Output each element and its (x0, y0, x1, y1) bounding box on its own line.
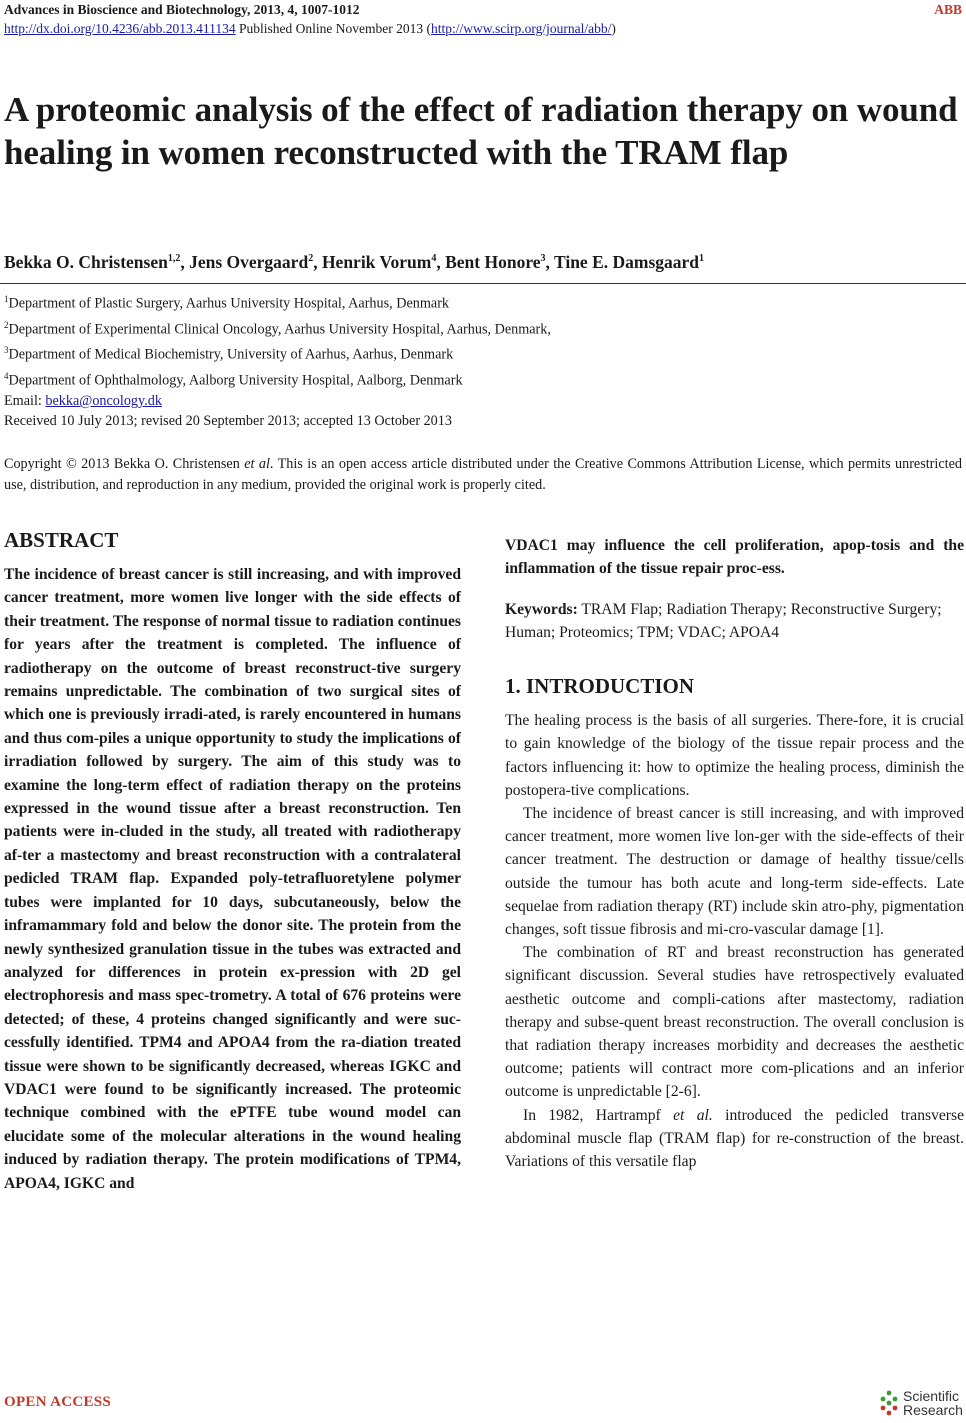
abstract-text-continued: VDAC1 may influence the cell proliferation, apop-tosis and the inflammation of the tissue repair proc-ess. (505, 537, 964, 578)
right-column (505, 534, 964, 1173)
author-list (4, 252, 962, 273)
author: Bekka O. Christensen$^{1,2}$, (4, 252, 190, 272)
journal-abbreviation: ABB (934, 2, 962, 17)
author: Bent Honore$^3$, (445, 252, 554, 272)
journal-header (4, 0, 962, 38)
published-note: Published Online November 2013 ( (235, 21, 431, 36)
paragraph: The healing process is the basis of all surgeries. There-fore, it is crucial to gain knowledge of the biology of the tissue repair process and the factors influencing it: how to optimize the healing process, diminish the postopera-tive complications. (505, 712, 964, 799)
author: Henrik Vorum$^4$, (321, 252, 446, 272)
article-title: A proteomic analysis of the effect of radiation therapy on wound healing in women reconstructed with the TRAM flap (4, 90, 958, 172)
affiliations (4, 289, 551, 412)
journal-citation: Advances in Bioscience and Biotechnology, 2013, 4, 1007-1012 (4, 2, 360, 17)
header-divider (0, 283, 966, 284)
abstract-heading: ABSTRACT (4, 528, 119, 552)
affiliation: $^4$Department of Ophthalmology, Aalborg University Hospital, Aalborg, Denmark (4, 370, 463, 389)
scientific-research-logo-icon (878, 1390, 900, 1416)
open-access-label: OPEN ACCESS (4, 1394, 112, 1410)
email-line: Email: bekka@oncology.dk (4, 393, 162, 410)
copyright-notice: Copyright © 2013 Bekka O. Christensen et al. This is an open access article distributed under the Creative Commons Attribution License, which permits unrestricted use, distribution, and reproduction in any medium, provided the original work is properly cited. (4, 456, 962, 493)
affiliation: $^2$Department of Experimental Clinical Oncology, Aarhus University Hospital, Aarhus, Denmark, (4, 319, 551, 338)
paragraph: The incidence of breast cancer is still increasing, and with improved cancer treatment, more women live lon-ger with the side-effects of their cancer treatment. The destruction or damage of healthy tissue/cells outside the tumour has both acute and long-term side-effects. Late sequelae from radiation therapy (RT) include skin atro-phy, pigmentation changes, soft tissue fibrosis and mi-cro-vascular damage [1]. (505, 805, 964, 939)
author: Jens Overgaard$^2$, (189, 252, 322, 272)
keywords-label: Keywords: (505, 600, 578, 618)
affiliation: $^1$Department of Plastic Surgery, Aarhus University Hospital, Aarhus, Denmark (4, 294, 450, 312)
introduction-heading: 1. INTRODUCTION (505, 674, 695, 699)
publisher-logo (878, 1389, 963, 1417)
paragraph: The combination of RT and breast reconstruction has generated significant discussion. Several studies have retrospectively evaluated aesthetic outcome and compli-cations after mastectomy, radiation therapy and subse-quent breast reconstruction. The overall conclusion is that radiation therapy increases morbidity and decreases the aesthetic outcome; patients will contract more com-plications and an inferior outcome is unpredictable [2-6]. (505, 944, 964, 1101)
publisher-name: Scientific Research (903, 1388, 963, 1418)
abstract-text: The incidence of breast cancer is still increasing, and with improved cancer treatment, more women live longer with the side effects of their treatment. The response of normal tissue to radiation continues for years after the treatment is completed. The influence of radiotherapy on the outcome of breast reconstruct-tive surgery remains unpredictable. The combination of two surgical sites of which one is previously irradi-ated, is rarely encountered in humans and thus com-piles a unique opportunity to study the implications of irradiation followed by surgery. The aim of this study was to examine the long-term effect of radiation therapy on the proteins expressed in the wound tissue after a breast reconstruction. Ten patients were in-cluded in the study, all treated with radiotherapy af-ter a mastectomy and breast reconstruction with a contralateral pedicled TRAM flap. Expanded poly-tetrafluoretylene polymer tubes were implanted for 10 days, subcutaneously, below the inframammary fold and below the donor site. The protein from the newly synthesized granulation tissue in the tubes was extracted and analyzed for differences in protein ex-pression with 2D gel electrophoresis and mass spec-trometry. A total of 676 proteins were detected; of these, 4 proteins changed significantly and were suc-cessfully identified. TPM4 and APOA4 from the ra-diation treated tissue were shown to be significantly decreased, whereas IGKC and VDAC1 were found to be significantly increased. The proteomic technique combined with the ePTFE tube wound model can elucidate some of the molecular alterations in the wound healing induced by radiation therapy. The protein modifications of TPM4, APOA4, IGKC and (4, 566, 461, 1192)
keywords-list: TRAM Flap; Radiation Therapy; Reconstructive Surgery; Human; Proteomics; TPM; VDAC; APOA4 (505, 600, 942, 642)
author: Tine E. Damsgaard$^1$ (553, 252, 705, 272)
closing-parenthesis: ) (611, 21, 616, 36)
introduction-body (505, 709, 964, 1173)
affiliation: $^3$Department of Medical Biochemistry, University of Aarhus, Aarhus, Denmark (4, 345, 454, 363)
left-column (4, 528, 461, 1195)
received-dates: Received 10 July 2013; revised 20 September 2013; accepted 13 October 2013 (4, 413, 452, 429)
journal-url-link[interactable]: http://www.scirp.org/journal/abb/ (430, 21, 612, 36)
email-link[interactable]: bekka@oncology.dk (45, 393, 162, 410)
keywords (505, 598, 964, 644)
paragraph: In 1982, Hartrampf et al. introduced the pedicled transverse abdominal muscle flap (TRAM flap) for re-construction of the breast. Variations of this versatile flap (505, 1106, 964, 1171)
doi-link[interactable]: http://dx.doi.org/10.4236/abb.2013.411134 (4, 21, 236, 36)
